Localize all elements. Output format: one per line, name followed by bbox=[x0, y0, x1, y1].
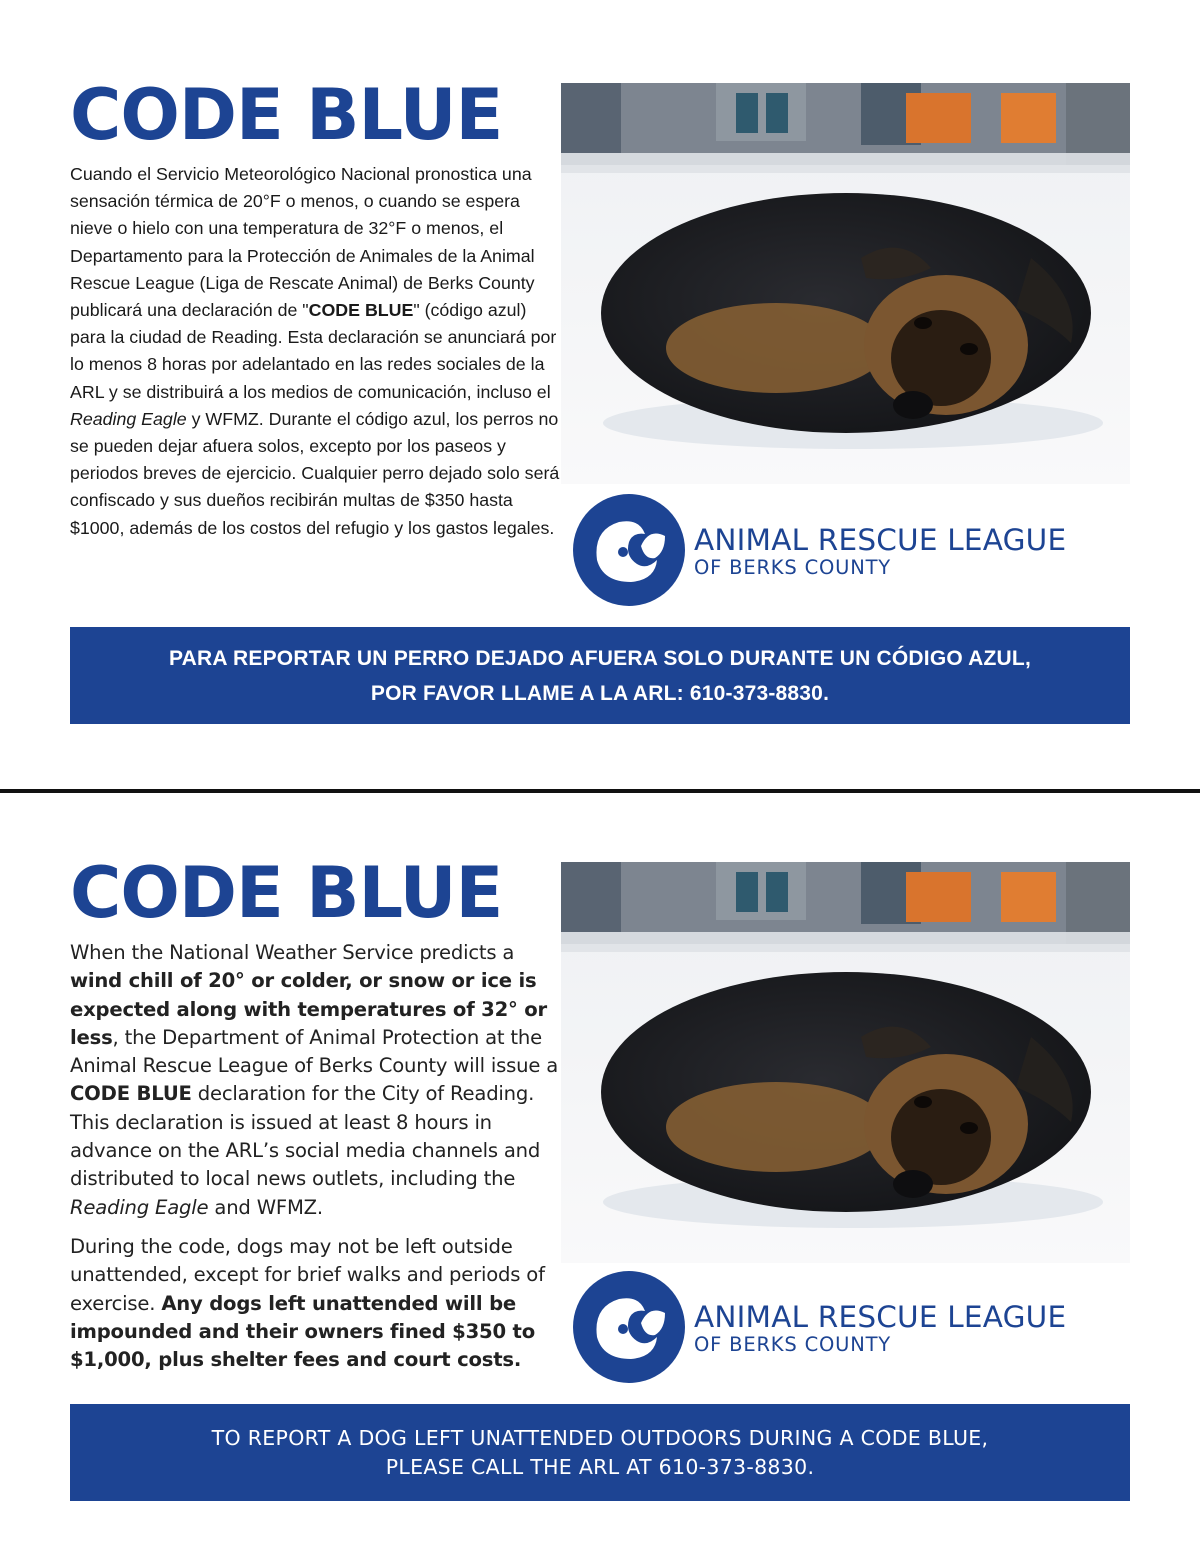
logo-subtitle: OF BERKS COUNTY bbox=[694, 1333, 892, 1356]
report-banner bbox=[70, 1404, 1130, 1501]
flyer-paragraph-2: During the code, dogs may not be left outside unattended, except for brief walks and periods of exercise. Any dogs left unattended will be impounded and their owners fined $350 to $1,000, plus shelter fees and court costs. bbox=[70, 1234, 545, 1372]
code-blue-emphasis: CODE BLUE bbox=[308, 300, 414, 321]
flyer-title: CODE BLUE bbox=[70, 74, 503, 156]
flyer-body-text bbox=[70, 939, 560, 1385]
report-banner-line-2: PLEASE CALL THE ARL AT 610-373-8830. bbox=[385, 1454, 815, 1479]
arl-logo bbox=[573, 494, 1133, 606]
flyer-title: CODE BLUE bbox=[70, 852, 503, 934]
arl-logo bbox=[573, 1271, 1133, 1383]
dog-in-snow-photo bbox=[561, 862, 1130, 1263]
conditions-emphasis: wind chill of 20° or colder, or snow or ice is expected along with temperatures of 32° or less bbox=[70, 969, 547, 1049]
report-banner bbox=[70, 627, 1130, 724]
report-banner-line-1: TO REPORT A DOG LEFT UNATTENDED OUTDOORS DURING A CODE BLUE, bbox=[211, 1425, 989, 1450]
arl-logo-mark-icon bbox=[573, 1271, 685, 1383]
logo-name: ANIMAL RESCUE LEAGUE bbox=[694, 523, 1067, 557]
flyer-body-text: Cuando el Servicio Meteorológico Nacional pronostica una sensación térmica de 20°F o menos, o cuando se espera nieve o hielo con una temperatura de 32°F o menos, el Departamento para la Protección de Animales de la Animal Rescue League (Liga de Rescate Animal) de Berks County publicará una declaración de "CODE BLUE" (código azul) para la ciudad de Reading. Esta declaración se anunciará por lo menos 8 horas por adelantado en las redes sociales de la ARL y se distribuirá a los medios de comunicación, incluso el Reading Eagle y WFMZ. Durante el código azul, los perros no se pueden dejar afuera solos, excepto por los paseos y periodos breves de ejercicio. Cualquier perro dejado solo será confiscado y sus dueños recibirán multas de $350 hasta $1000, además de los costos del refugio y los gastos legales. bbox=[70, 164, 560, 538]
flyer-paragraph-1: When the National Weather Service predicts a wind chill of 20° or colder, or snow or ice is expected along with temperatures of 32° or less, the Department of Animal Protection at the Animal Rescue League of Berks County will issue a CODE BLUE declaration for the City of Reading. This declaration is issued at least 8 hours in advance on the ARL’s social media channels and distributed to local news outlets, including the Reading Eagle and WFMZ. bbox=[70, 941, 559, 1219]
dog-in-snow-photo bbox=[561, 83, 1130, 484]
arl-logo-mark-icon bbox=[573, 494, 685, 606]
penalty-emphasis: Any dogs left unattended will be impounded and their owners fined $350 to $1,000, plus shelter fees and court costs. bbox=[70, 1291, 535, 1372]
code-blue-flyer-english bbox=[0, 793, 1200, 1554]
newspaper-name: Reading Eagle bbox=[70, 408, 187, 429]
code-blue-emphasis: CODE BLUE bbox=[70, 1082, 192, 1106]
newspaper-name: Reading Eagle bbox=[70, 1195, 209, 1219]
logo-subtitle: OF BERKS COUNTY bbox=[694, 556, 892, 579]
report-banner-line-1: PARA REPORTAR UN PERRO DEJADO AFUERA SOLO DURANTE UN CÓDIGO AZUL, bbox=[169, 646, 1031, 670]
logo-name: ANIMAL RESCUE LEAGUE bbox=[694, 1300, 1067, 1334]
report-banner-line-2: POR FAVOR LLAME A LA ARL: 610-373-8830. bbox=[370, 681, 830, 705]
